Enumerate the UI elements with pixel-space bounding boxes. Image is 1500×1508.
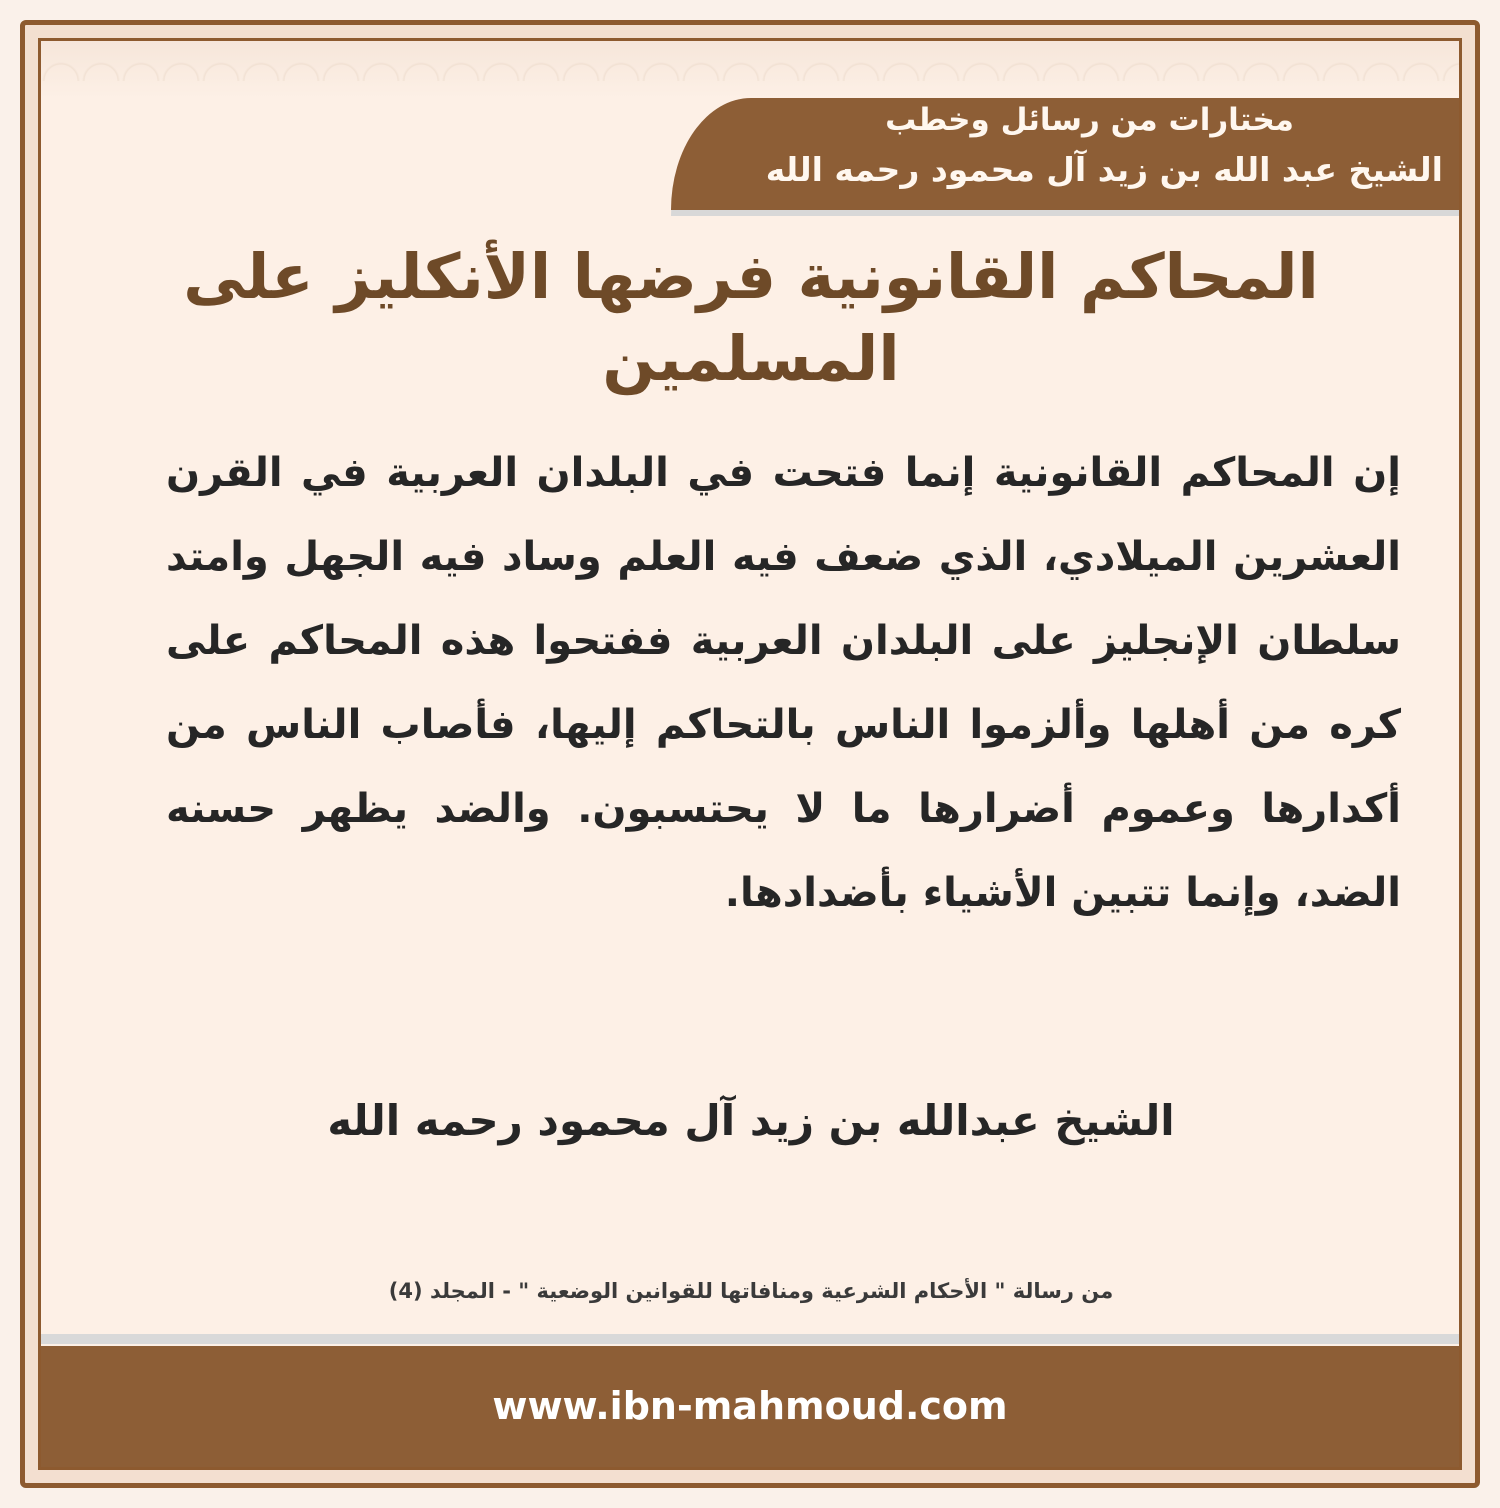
website-url: www.ibn-mahmoud.com — [492, 1384, 1008, 1428]
footer-divider — [41, 1334, 1459, 1344]
footer-bar — [41, 1346, 1459, 1470]
header-banner — [671, 98, 1459, 210]
article-body: إن المحاكم القانونية إنما فتحت في البلدان العربية في القرن العشرين الميلادي، الذي ضعف فيه العلم وساد فيه الجهل وامتد سلطان الإنجليز على البلدان العربية ففتحوا هذه المحاكم على كره من أهلها وألزموا الناس بالتحاكم إليها، فأصاب الناس من أكدارها وعموم أضرارها ما لا يحتسبون. والضد يظهر حسنه الضد، وإنما تتبين الأشياء بأضدادها. — [166, 450, 1401, 916]
source-citation: من رسالة " الأحكام الشرعية ومنافاتها للقوانين الوضعية " - المجلد (4) — [388, 1279, 1114, 1303]
header-author-name: الشيخ عبد الله بن زيد آل محمود رحمه الله — [765, 150, 1443, 189]
article-title: المحاكم القانونية فرضها الأنكليز على المسلمين — [183, 240, 1319, 395]
decorative-pattern — [41, 41, 1459, 99]
header-collection-title: مختارات من رسائل وخطب — [885, 102, 1294, 138]
author-signature: الشيخ عبدالله بن زيد آل محمود رحمه الله — [327, 1096, 1175, 1145]
inner-frame — [38, 38, 1462, 1470]
